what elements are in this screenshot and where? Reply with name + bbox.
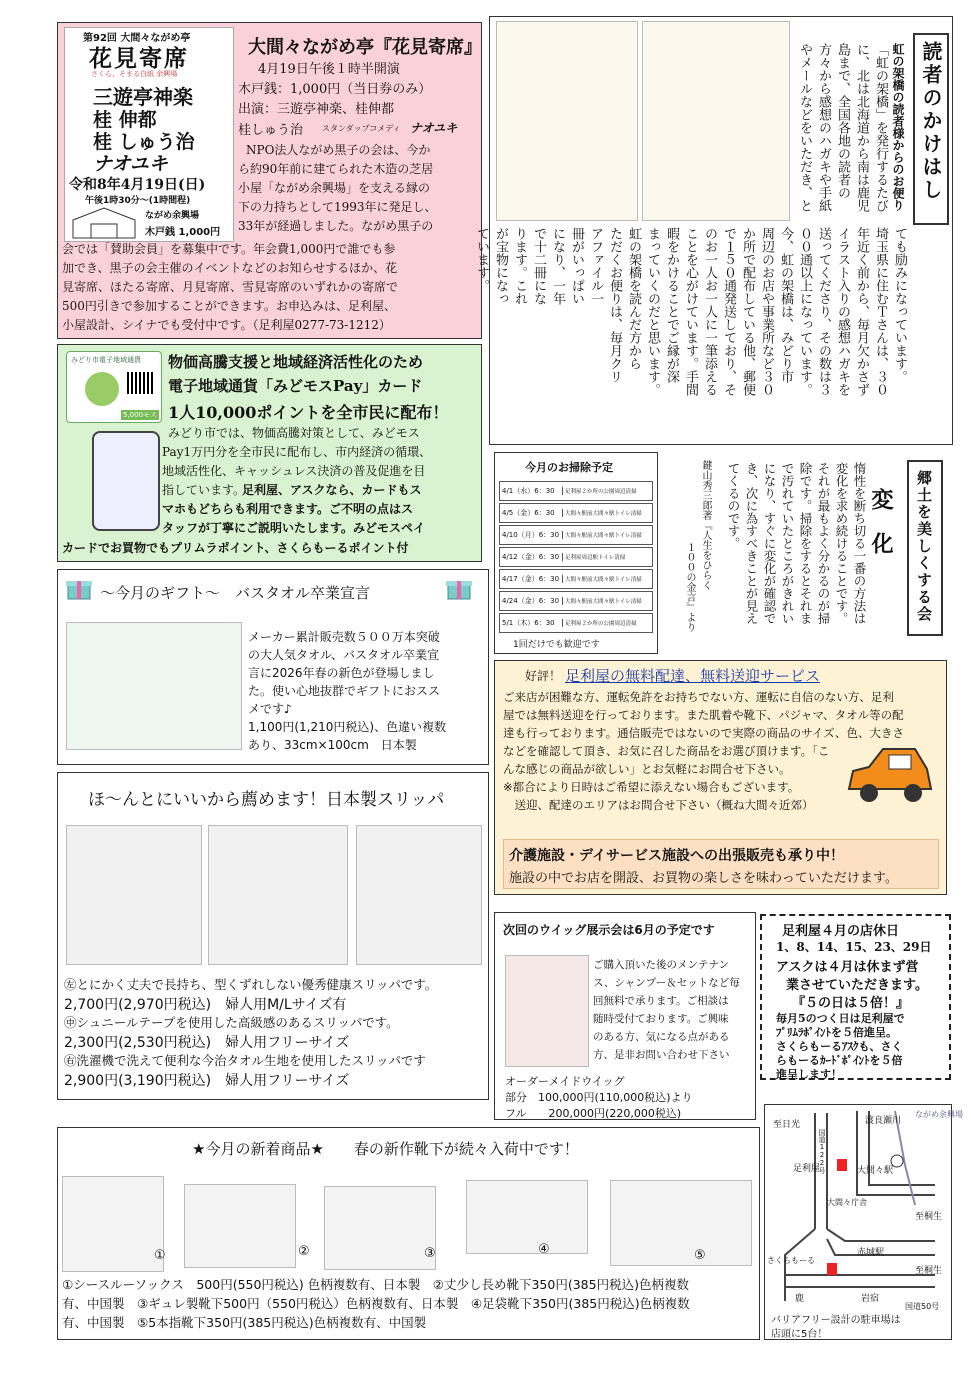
cleaning-date: 4/5（金）6：30 <box>502 509 555 517</box>
gift-line: た。使い心地抜群でギフトにおスス <box>248 684 441 698</box>
map-note-2: 店頭に5台！ <box>771 1329 828 1340</box>
gift-box <box>57 569 489 765</box>
wig-title: 次回のウイッグ展示会は6月の予定です <box>503 923 715 937</box>
cleaning-row <box>499 569 653 589</box>
wig-line: ス、シャンプー＆セットなど毎 <box>593 977 740 989</box>
map-label-nikko: 至日光 <box>773 1120 801 1130</box>
cleaning-row <box>499 525 653 545</box>
rakugo-headline: 大間々ながめ亭『花見寄席』 <box>248 37 482 58</box>
cleaning-date: 4/24（金）6：30 <box>502 597 560 605</box>
cleaning-row <box>499 591 653 611</box>
slipper-title: ほ～んとにいいから薦めます！日本製スリッパ <box>88 790 445 810</box>
reader-column: 方々から感想のハガキや手紙 <box>816 43 831 212</box>
gift-line: メです♪ <box>248 702 292 716</box>
cleaning-place: 大間々駅前大間々駅トイレ清掃 <box>562 575 642 583</box>
reader-column: 送ってくださり、その数は３ <box>816 227 831 396</box>
cleaning-place: 大間々駅前大間々駅トイレ清掃 <box>562 509 642 517</box>
wig-model-photo <box>505 955 589 1067</box>
delivery-line: 屋では無料送迎を行っております。また肌着や靴下、パジャマ、タオル等の配 <box>503 708 904 722</box>
cleaning-note: 1回だけでも歓迎です <box>513 640 600 650</box>
poster-p3: 桂 しゅう治 <box>93 131 195 153</box>
cleaning-place: 大間々駅前大間々駅トイレ清掃 <box>562 531 642 539</box>
slipper-line: 2,300円(2,530円税込) 婦人用フリーサイズ <box>64 1035 350 1051</box>
poster-title: 花見寄席 <box>89 45 189 72</box>
cleaning-date: 4/1（水）6：30 <box>502 487 555 495</box>
reader-column: 今、虹の架橋は、みどり市 <box>778 227 793 383</box>
map-label-river: 渡良瀬川 <box>865 1116 902 1126</box>
reader-column: 冊がいっぱい <box>569 227 584 305</box>
wig-line: ご購入頂いた後のメンテナン <box>593 959 729 971</box>
henka-title: 変 化 <box>868 488 894 554</box>
delivery-title: 足利屋の無料配達、無料送迎サービス <box>565 667 821 685</box>
wig-price-full: フル 200,000円(220,000税込) <box>505 1107 682 1120</box>
gift-line: メーカー累計販売数５００万本突破 <box>248 630 440 644</box>
wig-line: 方、是非お問い合わせ下さい <box>593 1049 730 1061</box>
cleaning-title: 今月のお掃除予定 <box>525 461 613 474</box>
postcard-image-1 <box>496 21 638 221</box>
holiday-days: 1、8、14、15、23、29日 <box>776 940 932 954</box>
map-note-1: バリアフリー設計の駐車場は <box>771 1315 901 1326</box>
delivery-line: 達も行っております。通信販売ではないので実際の商品のサイズ、色、大きさ <box>503 726 905 740</box>
henka-source: １００の金言』より <box>684 542 695 632</box>
map-label-kiryu-2: 至桐生 <box>915 1266 943 1276</box>
poster-no: 第92回 大間々ながめ亭 <box>83 33 191 44</box>
reader-column: に、北は北海道から南は鹿児 <box>854 43 869 212</box>
socks-num-5: ⑤ <box>694 1248 706 1263</box>
henka-column: 変化を求め続けることです。 <box>834 462 849 625</box>
reader-column: まっていくのだと思います。 <box>645 227 660 396</box>
gift-line: 1,100円(1,210円税込)、色違い複数 <box>248 720 447 734</box>
poster-p4: ナオユキ <box>93 153 168 175</box>
rakugo-box: 第92回 大間々ながめ亭 花見寄席 さくら、そまる白紙 余興場 三遊亭神楽 桂 伸都 桂 しゅう治 ナオユキ 令和8年4月19日(日) 午後1時30分～(1時間程) ながめ余興場 木戸銭 1,000円 大間々ながめ亭『花見寄席』 4月19日午後１時半開演 木戸銭：1,000円（当日券のみ） 出演：三遊亭神楽、桂伸都 桂しゅう治 スタンダップコメディ ナオユキ NPO法人ながめ黒子の会は、今か ら約90年前に建てられた木造の芝居 小屋「ながめ余興場」を支える縁の 下の力持ちとして1993年に発足し、 33年が経過しました。ながめ黒子の 会では「賛助会員」を募集中です。年会費1,000円で誰でも参 加でき、黒子の会主催のイベントなどのお知らせするほか、花 見寄席、ほたる寄席、月見寄席、雪見寄席のいずれかの寄席で 500円引きで参加することができます。お申込みは、足利屋、 小屋設計、シイナでも受付中です。（足利屋0277-73-1212） <box>57 22 482 339</box>
socks-num-4: ④ <box>538 1242 550 1257</box>
slipper-line: ㊧とにかく丈夫で長持ち、型くずれしない優秀健康スリッパです。 <box>64 977 438 992</box>
socks-image-2 <box>184 1184 296 1268</box>
poster-p1: 三遊亭神楽 <box>93 85 193 109</box>
cleaning-date: 4/12（金）6：30 <box>502 553 560 561</box>
map-label-ka: 鹿 <box>795 1294 805 1304</box>
socks-num-1: ① <box>154 1248 166 1263</box>
henka-source: 鍵山秀三郎著『人生をひらく <box>700 460 711 590</box>
slipper-image-left <box>66 825 202 965</box>
delivery-line: ※都合により日時はご希望に添えない場合もございます。 <box>503 780 800 794</box>
card-mascot-icon <box>85 372 119 406</box>
henka-column: で汚れていたところがきれい <box>780 462 795 625</box>
slipper-image-center <box>208 825 348 965</box>
slipper-box <box>57 772 489 1100</box>
reader-column: ことを心がけています。手間 <box>683 227 698 396</box>
cleaning-box <box>494 452 658 654</box>
slipper-line: 2,900円(3,190円税込) 婦人用フリーサイズ <box>64 1073 350 1089</box>
poster-sub: さくら、そまる白紙 余興場 <box>91 70 178 78</box>
wig-line: 回無料で承ります。ご相談は <box>593 995 729 1007</box>
delivery-box <box>494 660 947 895</box>
reader-column: 島まで、全国各地の読者の <box>835 43 850 199</box>
delivery-line: ご来店が困難な方、運転免許をお持ちでない方、運転に自信のない方、足利 <box>503 690 894 704</box>
reader-column: イラスト入りの感想ハガキを <box>835 227 850 396</box>
holiday-box <box>760 914 951 1080</box>
map-label-route50: 国道50号 <box>905 1302 940 1311</box>
reader-column: ります。これ <box>512 227 527 305</box>
socks-image-4 <box>466 1180 588 1254</box>
delivery-line: などを確認して頂き、お気に召した商品をお選び頂けます。「こ <box>503 744 830 758</box>
gift-line: あり、33cm×100cm 日本製 <box>248 738 417 752</box>
barcode-icon <box>127 372 153 394</box>
wig-order: オーダーメイドウイッグ <box>505 1075 625 1088</box>
poster-p2: 桂 伸都 <box>93 109 157 131</box>
reader-column: か所で配布している他、郵便 <box>740 227 755 396</box>
henka-column: それが最もよく分かるのが掃 <box>816 462 831 625</box>
theater-illustration-icon <box>71 206 137 240</box>
cleaning-place: 足利屋２か所の公園周辺清掃 <box>562 619 637 627</box>
gift-box-icon-right <box>446 576 472 600</box>
gift-line: の大人気タオル、バスタオル卒業宣 <box>248 648 440 662</box>
rakugo-line2: 木戸銭：1,000円（当日券のみ） <box>238 82 432 97</box>
cleaning-date: 4/10（月）6：30 <box>502 531 560 539</box>
cleaning-row <box>499 613 653 633</box>
towel-image <box>66 622 242 750</box>
delivery-line: んな感じの商品が欲しい」とお気軽にお問合せ下さい。 <box>503 762 791 776</box>
map-label-yokyojo: ながめ余興場 <box>915 1110 963 1119</box>
map-label-station: 大間々駅 <box>857 1166 894 1176</box>
socks-image-5 <box>610 1180 752 1266</box>
midos-headline-2: 電子地域通貨「みどモスPay」カード <box>168 377 423 395</box>
map-label-sakuramall: さくらもーる <box>767 1256 815 1265</box>
socks-line-1: ①シースルーソックス 500円(550円税込) 色柄複数有、日本製 ②丈少し長め靴下350円(385円税込)色柄複数 <box>62 1277 689 1292</box>
socks-image-3 <box>324 1186 436 1270</box>
map-label-office: 大間々庁舎 <box>827 1198 867 1207</box>
cleaning-place: 足利屋周辺駅トイレ清掃 <box>562 553 625 561</box>
midos-headline-3: 1人10,000ポイントを全市民に配布！ <box>168 403 449 422</box>
cleaning-date: 4/17（金）6：30 <box>502 575 560 583</box>
socks-title: ★今月の新着商品★ 春の新作靴下が続々入荷中です！ <box>192 1140 579 1158</box>
reader-column: 周辺のお店や事業所など３０ <box>759 227 774 396</box>
holiday-line: ﾌﾟﾘﾑﾗﾎﾟｲﾝﾄを５倍進呈。 <box>776 1026 897 1039</box>
rakugo-poster <box>64 27 234 242</box>
henka-column: 惰性を断ち切る一番の方法は <box>852 462 867 625</box>
socks-line-3: 有、中国製 ⑤5本指靴下350円(385円税込)色柄複数有、中国製 <box>62 1315 427 1330</box>
map-label-iwajuku: 岩宿 <box>861 1294 880 1304</box>
henka-group: 郷土を美しくする会 <box>915 470 933 623</box>
wig-line: のある方、気になる点がある <box>593 1031 730 1043</box>
poster-date: 令和8年4月19日(日) <box>69 177 206 193</box>
holiday-line: さくらもーるｱｽｸも、さく <box>776 1040 903 1053</box>
reader-column: ００通以上になっています。 <box>797 227 812 396</box>
socks-num-2: ② <box>298 1244 310 1259</box>
poster-time: 午後1時30分～(1時間程) <box>85 196 191 206</box>
henka-column: き、次に為すべきことが見え <box>744 462 759 625</box>
reader-column: ています。 <box>474 227 489 292</box>
reader-column: アファイル一 <box>588 227 603 305</box>
midos-card-image: みどり市電子地域通貨 5,000モス <box>66 351 162 423</box>
rakugo-line4: 桂しゅう治 <box>238 123 304 138</box>
map-box <box>764 1104 963 1340</box>
poster-fee: 木戸銭 1,000円 <box>145 227 221 238</box>
cleaning-place: 大間々駅前大間々駅トイレ清掃 <box>562 597 642 605</box>
midos-headline-1: 物価高騰支援と地域経済活性化のため <box>168 353 424 371</box>
car-icon <box>843 741 935 811</box>
reader-column: 「虹の架橋」を発行するたび <box>873 43 888 212</box>
ask-line-2: 業させていただきます。 <box>786 978 928 993</box>
five-day: 『５の日は５倍！』 <box>792 996 910 1011</box>
rakugo-line4-name: ナオユキ <box>410 121 458 135</box>
gift-title: ～今月のギフト～ バスタオル卒業宣言 <box>100 584 371 602</box>
reader-column: 年近く前から、毎月欠かさず <box>854 227 869 396</box>
henka-column: てくるのです。 <box>726 462 741 550</box>
slipper-line: ㊥シュニールテープを使用した高級感のあるスリッパです。 <box>64 1015 399 1030</box>
reader-column: で十二冊にな <box>531 227 546 305</box>
reader-column: が宝物になっ <box>493 227 508 305</box>
reader-column: 虹の架橋を読んだ方から <box>626 227 641 370</box>
socks-num-3: ③ <box>424 1246 436 1261</box>
delivery-line: 送迎、配達のエリアはお問合せ下さい（概ね大間々近郊） <box>503 798 814 812</box>
care-title: 介護施設・デイサービス施設への出張販売も承り中！ <box>509 848 845 864</box>
rakugo-line3: 出演：三遊亭神楽、桂伸都 <box>238 102 395 117</box>
henka-section <box>660 452 953 657</box>
gift-line: 言に2026年春の新色が登場しまし <box>248 666 435 680</box>
delivery-pre: 好評！ <box>525 669 562 683</box>
henka-column: になり、すぐに変化が確認で <box>762 462 777 625</box>
reader-column: やメールなどをいただき、と <box>797 43 812 212</box>
reader-column: 暇をかけることでご縁が深 <box>664 227 679 383</box>
reader-box <box>474 16 953 445</box>
slipper-line: ㊨洗濯機で洗えて便利な今治タオル生地を使用したスリッパです <box>64 1053 426 1068</box>
slipper-image-right <box>356 825 482 965</box>
socks-box <box>57 1127 760 1340</box>
reader-column: で１５０通発送しており、そ <box>721 227 736 396</box>
rakugo-line1: 4月19日午後１時半開演 <box>258 62 400 77</box>
henka-column: 除です。掃除をするとそれま <box>798 462 813 625</box>
socks-image-1 <box>62 1176 164 1272</box>
holiday-line: 進呈します！ <box>776 1068 842 1081</box>
reader-column: になり、一年 <box>550 227 565 305</box>
wig-line: 随時受付ております。ご興味 <box>593 1013 729 1025</box>
socks-line-2: 有、中国製 ③ギュレ製靴下500円（550円税込）色柄複数有、日本製 ④足袋靴下350円(385円税込)色柄複数 <box>62 1296 690 1311</box>
cleaning-row <box>499 503 653 523</box>
gift-box-icon <box>66 576 92 600</box>
map-label-kiryu-1: 至桐生 <box>915 1212 943 1222</box>
reader-column: 埼玉県に住むＴさんは、３０ <box>873 227 888 396</box>
reader-column: のお一人お一人に一筆添える <box>702 227 717 396</box>
map-label-route122: 国道122号 <box>818 1129 826 1174</box>
reader-title: 読者のかけはし <box>919 41 943 202</box>
holiday-title: 足利屋４月の店休日 <box>782 924 900 939</box>
reader-subtitle: 虹の架橋の読者様からのお便り <box>891 43 905 211</box>
cleaning-row <box>499 481 653 501</box>
map-label-akagi: 赤城駅 <box>857 1248 885 1258</box>
reader-column: ただくお便りは、毎月クリ <box>607 227 622 383</box>
reader-column: ても励みになっています。 <box>892 227 907 383</box>
map-label-ashikagaya: 足利屋 <box>793 1164 821 1174</box>
smartphone-image <box>92 431 160 531</box>
cleaning-place: 足利屋２か所の公園周辺清掃 <box>562 487 637 495</box>
holiday-line: 毎月5のつく日は足利屋で <box>776 1012 905 1025</box>
cleaning-date: 5/1（木）6：30 <box>502 619 555 627</box>
cleaning-row <box>499 547 653 567</box>
midos-box: みどり市電子地域通貨 5,000モス 物価高騰支援と地域経済活性化のため 電子地域通貨「みどモスPay」カード 1人10,000ポイントを全市民に配布！ みどり市では、物価高騰対策として、みどモス Pay1万円分を全市民に配布し、市内経済の循環、 地域活性化、キャッシュレス決済の普及促進を目 指しています。 足利屋、アスクなら、カードもス マホもどちらも利用できます。ご不明の点はス タッフが丁寧にご説明いたします。みどモスペイ カードでお買物でもプリムラポイント、さくらもーるポイント付 <box>57 344 482 562</box>
ask-line-1: アスクは４月は休まず営 <box>776 960 919 975</box>
postcard-image-2 <box>642 21 790 221</box>
wig-price-partial: 部分 100,000円(110,000税込)より <box>505 1091 693 1104</box>
rakugo-line4-genre: スタンダップコメディ <box>322 124 401 133</box>
slipper-line: 2,700円(2,970円税込) 婦人用M/Lサイズ有 <box>64 997 347 1013</box>
holiday-line: らもーるｶｰﾄﾞﾎﾟｲﾝﾄを５倍 <box>776 1054 903 1067</box>
care-text: 施設の中でお店を開設、お買物の楽しさを味わっていただけます。 <box>509 871 898 886</box>
poster-venue: ながめ余興場 <box>145 211 200 221</box>
wig-box <box>494 912 756 1120</box>
